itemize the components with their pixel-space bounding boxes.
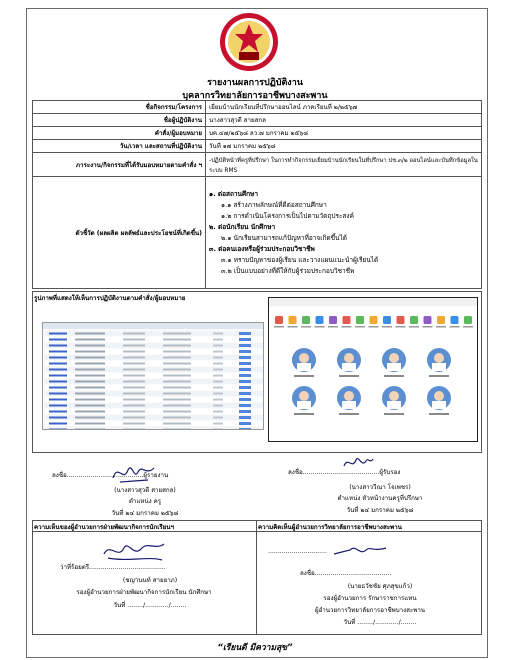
menu-icon (464, 316, 472, 324)
list-row-date (123, 345, 145, 347)
opinion-right-position-2: ผู้อำนวยการวิทยาลัยการอาชีพบางสะพาน (314, 607, 426, 614)
list-row-name (75, 429, 105, 431)
list-row-id (49, 345, 67, 347)
list-row-id (49, 339, 67, 341)
student-name-mark (339, 413, 359, 415)
list-row-name (75, 423, 105, 425)
indicator-heading: ๒. ต่อนักเรียน นักศึกษา (209, 222, 276, 231)
student-shirt (432, 401, 446, 409)
menu-icon (302, 316, 310, 324)
certifier-position: ตำแหน่ง หัวหน้างานครูที่ปรึกษา (337, 495, 423, 502)
list-row-action (239, 374, 251, 377)
student-name-mark (429, 413, 449, 415)
student-name-mark (384, 375, 404, 377)
list-row-flag (213, 369, 223, 371)
list-row-name (75, 411, 105, 413)
list-row-action (239, 392, 251, 395)
opinion-left-sign-line: ว่าที่ร้อยตรี....................................... (60, 564, 166, 571)
menu-icon (329, 316, 337, 324)
opinion-left-heading: ความเห็นของผู้อำนวยการฝ่ายพัฒนากิจการนักเรียนฯ (34, 524, 175, 531)
menu-label-mark (355, 326, 365, 328)
student-face (344, 353, 354, 363)
list-row-flag (213, 381, 223, 383)
menu-label-mark (274, 326, 284, 328)
indicator-item: ๑.๑ สร้างภาพลักษณ์ที่ดีต่อสถานศึกษา (221, 200, 327, 209)
list-row-status (163, 363, 191, 365)
list-row-action (239, 386, 251, 389)
list-row-action (239, 398, 251, 401)
student-face (434, 391, 444, 401)
list-row-date (123, 405, 145, 407)
list-row-action (239, 350, 251, 353)
student-name-mark (339, 375, 359, 377)
list-row-date (123, 363, 145, 365)
student-name-mark (294, 413, 314, 415)
student-shirt (387, 401, 401, 409)
list-row-status (163, 381, 191, 383)
row-value: เยี่ยมบ้านนักเรียนที่ปรึกษาออนไลน์ ภาคเรียนที่ ๒/๒๕๖๗ (206, 101, 482, 114)
student-face (299, 391, 309, 401)
opinion-divider (256, 520, 257, 635)
reporter-sign-line: ลงชื่อ.......................................ผู้รายงาน (52, 472, 169, 479)
indicator-list (206, 177, 482, 289)
menu-label-mark (342, 326, 352, 328)
list-row-status (163, 417, 191, 419)
table-row (33, 101, 482, 114)
row-value: -ปฏิบัติหน้าที่ครูที่ปรึกษา ในการทำกิจกรรมเยี่ยมบ้านนักเรียนในที่ปรึกษา ปช.๓/๒ ออนไลน์และบันทึกข้อมูลในระบบ RMS (206, 153, 482, 177)
list-row-action (239, 356, 251, 359)
opinion-right-blank-line: .............................. (268, 548, 328, 555)
list-row-date (123, 429, 145, 431)
menu-icon (370, 316, 378, 324)
list-row-name (75, 363, 105, 365)
menu-icon (316, 316, 324, 324)
list-row-flag (213, 375, 223, 377)
student-shirt (297, 401, 311, 409)
list-row-status (163, 423, 191, 425)
reporter-name: (นางสาวสุวดี สายสกล) (114, 487, 176, 494)
indicator-item: ๑.๒ การดำเนินโครงการเป็นไปตามวัตถุประสงค์ (221, 211, 354, 220)
student-face (299, 353, 309, 363)
certifier-date: วันที่ ๒๔ มกราคม ๒๕๖๘ (346, 507, 414, 514)
list-row-date (123, 399, 145, 401)
list-row-status (163, 375, 191, 377)
student-face (434, 353, 444, 363)
list-row-action (239, 404, 251, 407)
student-name-mark (429, 375, 449, 377)
info-table (32, 100, 482, 289)
table-row (33, 140, 482, 153)
indicator-label: ตัวชี้วัด (ผลผลิต ผลลัพธ์และประโยชน์ที่เกิดขึ้น) (33, 177, 206, 289)
list-row-flag (213, 411, 223, 413)
menu-label-mark (301, 326, 311, 328)
menu-label-mark (369, 326, 379, 328)
table-row (33, 127, 482, 140)
list-row-status (163, 429, 191, 431)
list-row-id (49, 405, 67, 407)
table-row (33, 114, 482, 127)
list-row-action (239, 428, 251, 430)
list-row-name (75, 387, 105, 389)
row-value: บค.๔๗/๒๕๖๘ ลว.๗ มกราคม ๒๕๖๘ (206, 127, 482, 140)
report-subtitle: บุคลากรวิทยาลัยการอาชีพบางสะพาน (182, 91, 328, 101)
reporter-date: วันที่ ๒๔ มกราคม ๒๕๖๘ (111, 510, 179, 517)
list-row-name (75, 393, 105, 395)
menu-label-mark (288, 326, 298, 328)
list-row-id (49, 375, 67, 377)
list-row-flag (213, 399, 223, 401)
opinion-right-date: วันที่ ......../............/........ (343, 619, 417, 626)
opinion-left-name: (ชญานนท์ สายยาภ) (122, 577, 178, 584)
menu-label-mark (382, 326, 392, 328)
menu-icon (383, 316, 391, 324)
list-row-flag (213, 363, 223, 365)
list-row-id (49, 411, 67, 413)
table-row (33, 153, 482, 177)
college-seal-icon (219, 12, 279, 72)
student-photo-screenshot (268, 297, 478, 442)
list-row-date (123, 411, 145, 413)
student-shirt (297, 363, 311, 371)
list-row-name (75, 417, 105, 419)
list-row-status (163, 399, 191, 401)
row-label: ชื่อกิจกรรม/โครงการ (33, 101, 206, 114)
list-row-name (75, 381, 105, 383)
list-row-id (49, 417, 67, 419)
list-row-date (123, 357, 145, 359)
menu-label-mark (436, 326, 446, 328)
row-value: นางสาวสุวดี สายสกล (206, 114, 482, 127)
menu-icon (397, 316, 405, 324)
certifier-sign-line: ลงชื่อ.......................................ผู้รับรอง (288, 469, 401, 476)
list-row-status (163, 357, 191, 359)
menu-icon (451, 316, 459, 324)
list-row-flag (213, 357, 223, 359)
student-face (389, 391, 399, 401)
list-row-status (163, 339, 191, 341)
menu-label-mark (423, 326, 433, 328)
menu-icon (356, 316, 364, 324)
list-row-name (75, 405, 105, 407)
row-label: วัน/เวลา และสถานที่ปฏิบัติงาน (33, 140, 206, 153)
student-name-mark (384, 413, 404, 415)
student-shirt (342, 401, 356, 409)
list-row-name (75, 357, 105, 359)
list-row-status (163, 369, 191, 371)
list-row-flag (213, 345, 223, 347)
list-row-action (239, 380, 251, 383)
list-row-id (49, 369, 67, 371)
list-row-action (239, 332, 251, 335)
row-label: ชื่อผู้ปฏิบัติงาน (33, 114, 206, 127)
student-shirt (432, 363, 446, 371)
list-row-date (123, 387, 145, 389)
menu-icon (410, 316, 418, 324)
list-row-date (123, 417, 145, 419)
indicator-heading: ๓. ต่อคนเองหรือผู้ร่วมประกอบวิชาชีพ (209, 244, 315, 253)
list-row-id (49, 423, 67, 425)
list-row-date (123, 381, 145, 383)
menu-icon (437, 316, 445, 324)
list-row-flag (213, 351, 223, 353)
list-row-date (123, 393, 145, 395)
list-row-flag (213, 423, 223, 425)
student-shirt (387, 363, 401, 371)
list-row-action (239, 344, 251, 347)
opinion-left-date: วันที่ ......../............/........ (113, 602, 187, 609)
list-row-status (163, 333, 191, 335)
list-row-id (49, 363, 67, 365)
list-row-date (123, 369, 145, 371)
menu-icon (289, 316, 297, 324)
list-row-date (123, 351, 145, 353)
list-row-action (239, 410, 251, 413)
list-row-id (49, 381, 67, 383)
opinion-right-sign-line: ลงชื่อ....................................... (300, 570, 392, 577)
menu-label-mark (450, 326, 460, 328)
list-row-status (163, 405, 191, 407)
menu-icon (343, 316, 351, 324)
list-row-date (123, 375, 145, 377)
list-row-name (75, 351, 105, 353)
list-row-id (49, 393, 67, 395)
list-row-id (49, 399, 67, 401)
row-value: วันที่ ๑๗ มกราคม ๒๕๖๘ (206, 140, 482, 153)
list-row-status (163, 411, 191, 413)
list-row-name (75, 345, 105, 347)
opinion-right-position-1: รองผู้อำนวยการ รักษาราชการแทน (323, 595, 417, 602)
list-row-flag (213, 429, 223, 431)
list-row-flag (213, 333, 223, 335)
list-row-date (123, 423, 145, 425)
list-row-action (239, 368, 251, 371)
list-row-flag (213, 417, 223, 419)
opinion-right-heading: ความคิดเห็นผู้อำนวยการวิทยาลัยการอาชีพบางสะพาน (258, 524, 402, 531)
college-motto: “เรียนดี มีความสุข” (217, 643, 293, 653)
opinion-right-name: (นายธวัชชัย ศุภสุขแก้ว) (347, 583, 413, 590)
menu-icon (275, 316, 283, 324)
menu-label-mark (396, 326, 406, 328)
student-shirt (342, 363, 356, 371)
opinion-left-position: รองผู้อำนวยการฝ่ายพัฒนากิจการนักเรียน นักศึกษา (76, 589, 212, 596)
student-face (389, 353, 399, 363)
menu-label-mark (463, 326, 473, 328)
indicator-item: ๓.๒ เป็นแบบอย่างที่ดีให้กับผู้ร่วมประกอบวิชาชีพ (221, 266, 355, 275)
menu-label-mark (315, 326, 325, 328)
list-row-name (75, 369, 105, 371)
list-row-name (75, 399, 105, 401)
list-row-action (239, 362, 251, 365)
image-section-label: รูปภาพที่แสดงให้เห็นการปฏิบัติงานตามคำสั่ง/ผู้มอบหมาย (34, 295, 186, 302)
list-row-date (123, 339, 145, 341)
report-title: รายงานผลการปฏิบัติงาน (207, 78, 303, 88)
list-row-status (163, 393, 191, 395)
list-row-flag (213, 339, 223, 341)
list-row-name (75, 333, 105, 335)
rms-table-screenshot (42, 322, 264, 430)
list-row-flag (213, 387, 223, 389)
indicator-heading: ๑. ต่อสถานศึกษา (209, 189, 258, 198)
indicator-item: ๒.๑ นักเรียนสามารถแก้ปัญหาที่อาจเกิดขึ้นได้ (221, 233, 347, 242)
list-row-id (49, 333, 67, 335)
menu-label-mark (409, 326, 419, 328)
list-row-status (163, 351, 191, 353)
menu-label-mark (328, 326, 338, 328)
list-row-name (75, 339, 105, 341)
student-name-mark (294, 375, 314, 377)
list-row-date (123, 333, 145, 335)
row-label: คำสั่ง/ผู้มอบหมาย (33, 127, 206, 140)
list-row-name (75, 375, 105, 377)
list-row-action (239, 416, 251, 419)
indicator-item: ๓.๑ ทราบปัญหาของผู้เรียน และวางแผนแนะนำผู้เรียนได้ (221, 255, 379, 264)
certifier-name: (นางสาววีณา โจเพชร) (349, 484, 411, 491)
row-label: ภาระงาน/กิจกรรมที่ได้รับมอบหมายตามคำสั่ง ฯ (33, 153, 206, 177)
list-row-id (49, 387, 67, 389)
list-row-status (163, 345, 191, 347)
list-row-status (163, 387, 191, 389)
list-row-id (49, 351, 67, 353)
list-row-id (49, 357, 67, 359)
list-row-flag (213, 393, 223, 395)
list-row-flag (213, 405, 223, 407)
list-row-id (49, 429, 67, 431)
student-face (344, 391, 354, 401)
list-row-action (239, 422, 251, 425)
list-row-action (239, 338, 251, 341)
reporter-position: ตำแหน่ง ครู (128, 498, 162, 505)
menu-icon (424, 316, 432, 324)
table-row (33, 177, 482, 289)
